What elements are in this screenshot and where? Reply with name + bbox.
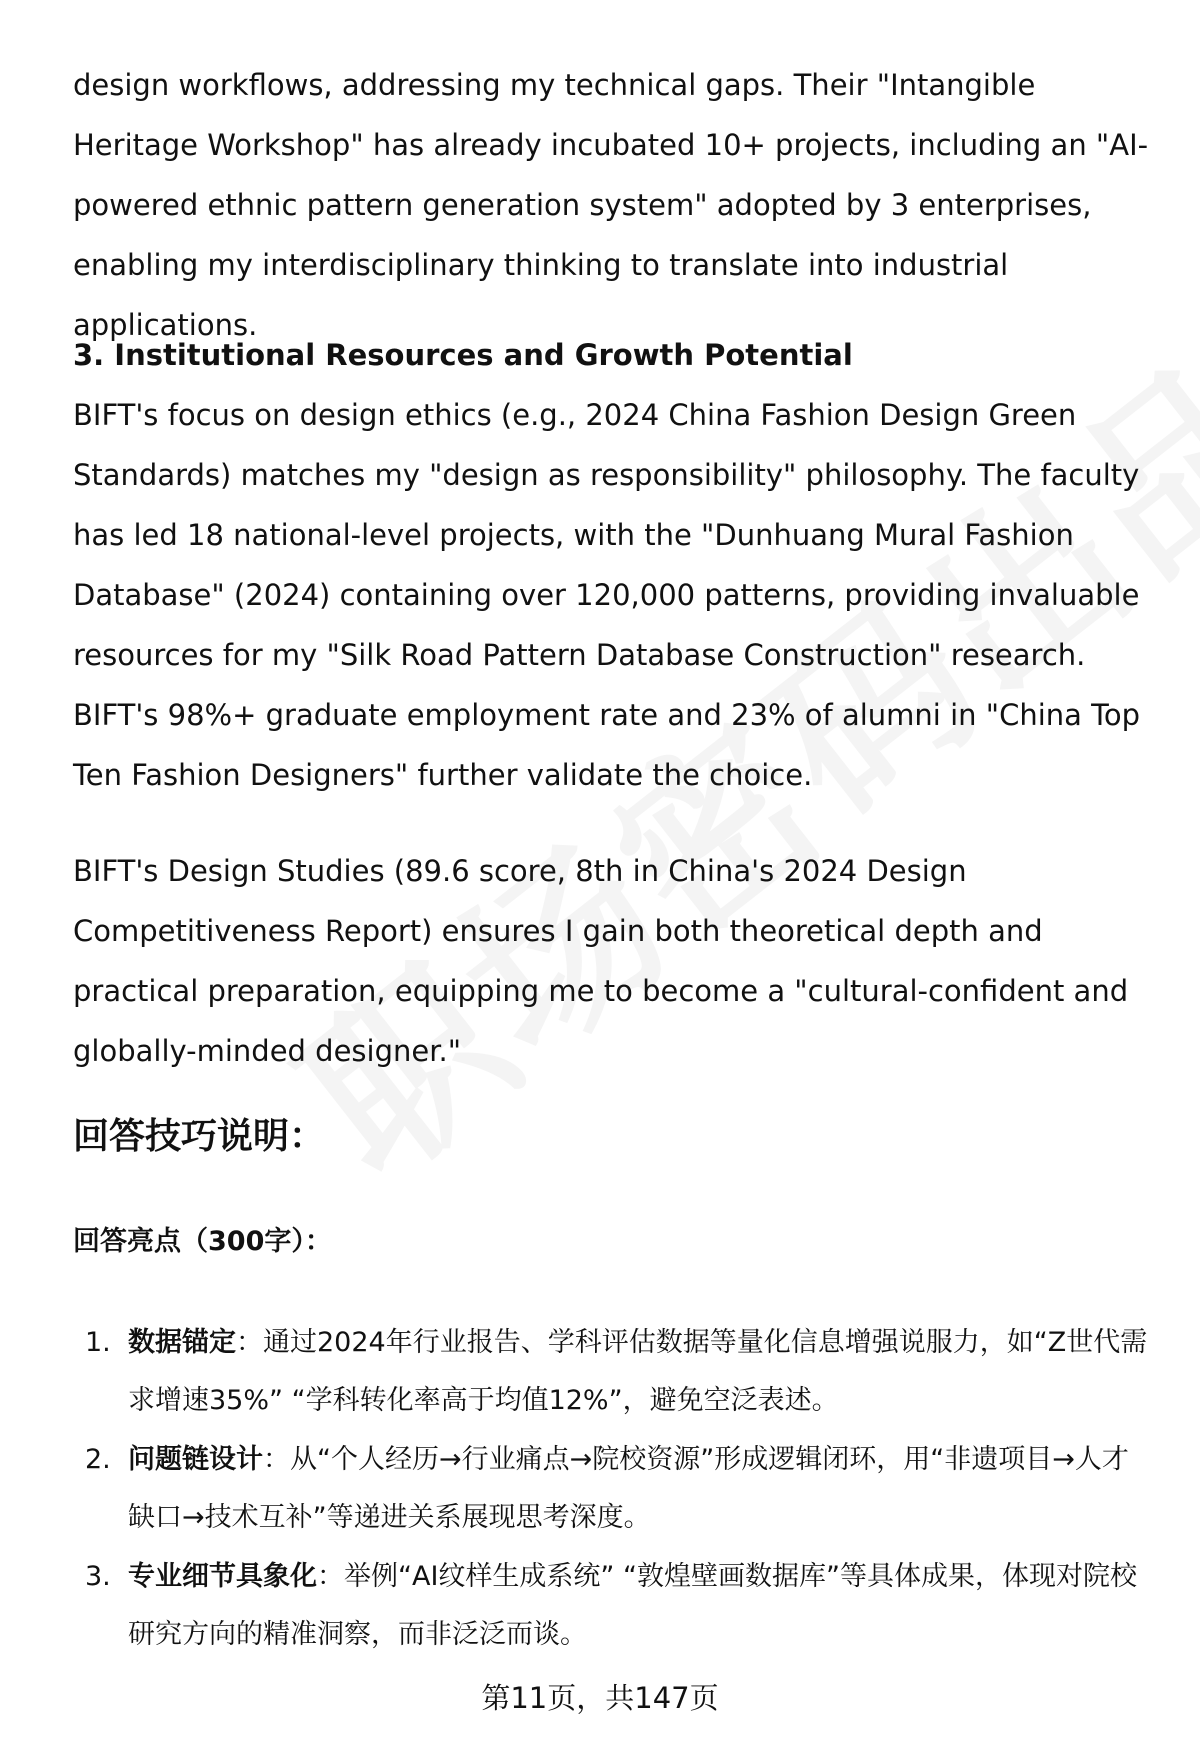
list-term: 数据锚定	[128, 1327, 236, 1358]
tips-title: 回答技巧说明：	[73, 1116, 326, 1157]
list-item-body	[128, 1431, 1148, 1547]
list-number: 1.	[85, 1327, 111, 1358]
list-number: 3.	[85, 1561, 111, 1592]
list-text: ：举例“AI纹样生成系统” “敦煌壁画数据库”等具体成果，体现对院校研究方向的精准洞察，而非泛泛而谈。	[128, 1561, 1137, 1650]
list-item-body	[128, 1314, 1148, 1430]
paragraph-closing: BIFT's Design Studies (89.6 score, 8th in China's 2024 Design Competitiveness Report) ensures I gain both theoretical depth and practical preparation, equipping me to become a "cultural-confident and globally-minded designer."	[73, 854, 1129, 1068]
list-text: ：从“个人经历→行业痛点→院校资源”形成逻辑闭环，用“非遗项目→人才缺口→技术互补”等递进关系展现思考深度。	[128, 1444, 1129, 1533]
list-item-body	[128, 1548, 1148, 1664]
list-term: 问题链设计	[128, 1444, 263, 1475]
section-heading: 3. Institutional Resources and Growth Potential	[73, 338, 853, 372]
list-number: 2.	[85, 1444, 111, 1475]
page-number: 第11页，共147页	[481, 1681, 719, 1715]
list-text: ：通过2024年行业报告、学科评估数据等量化信息增强说服力，如“Z世代需求增速35%” “学科转化率高于均值12%”，避免空泛表述。	[128, 1327, 1148, 1416]
list-term: 专业细节具象化	[128, 1561, 317, 1592]
highlights-title: 回答亮点（300字）：	[73, 1226, 332, 1257]
paragraph-intro: design workflows, addressing my technical gaps. Their "Intangible Heritage Workshop" has already incubated 10+ projects, including an "AI-powered ethnic pattern generation system" adopted by 3 enterprises, enabling my interdisciplinary thinking to translate into industrial applications.	[73, 68, 1149, 342]
paragraph-section3: BIFT's focus on design ethics (e.g., 2024 China Fashion Design Green Standards) matches my "design as responsibility" philosophy. The faculty has led 18 national-level projects, with the "Dunhuang Mural Fashion Database" (2024) containing over 120,000 patterns, providing invaluable resources for my "Silk Road Pattern Database Construction" research. BIFT's 98%+ graduate employment rate and 23% of alumni in "China Top Ten Fashion Designers" further validate the choice.	[73, 398, 1141, 792]
